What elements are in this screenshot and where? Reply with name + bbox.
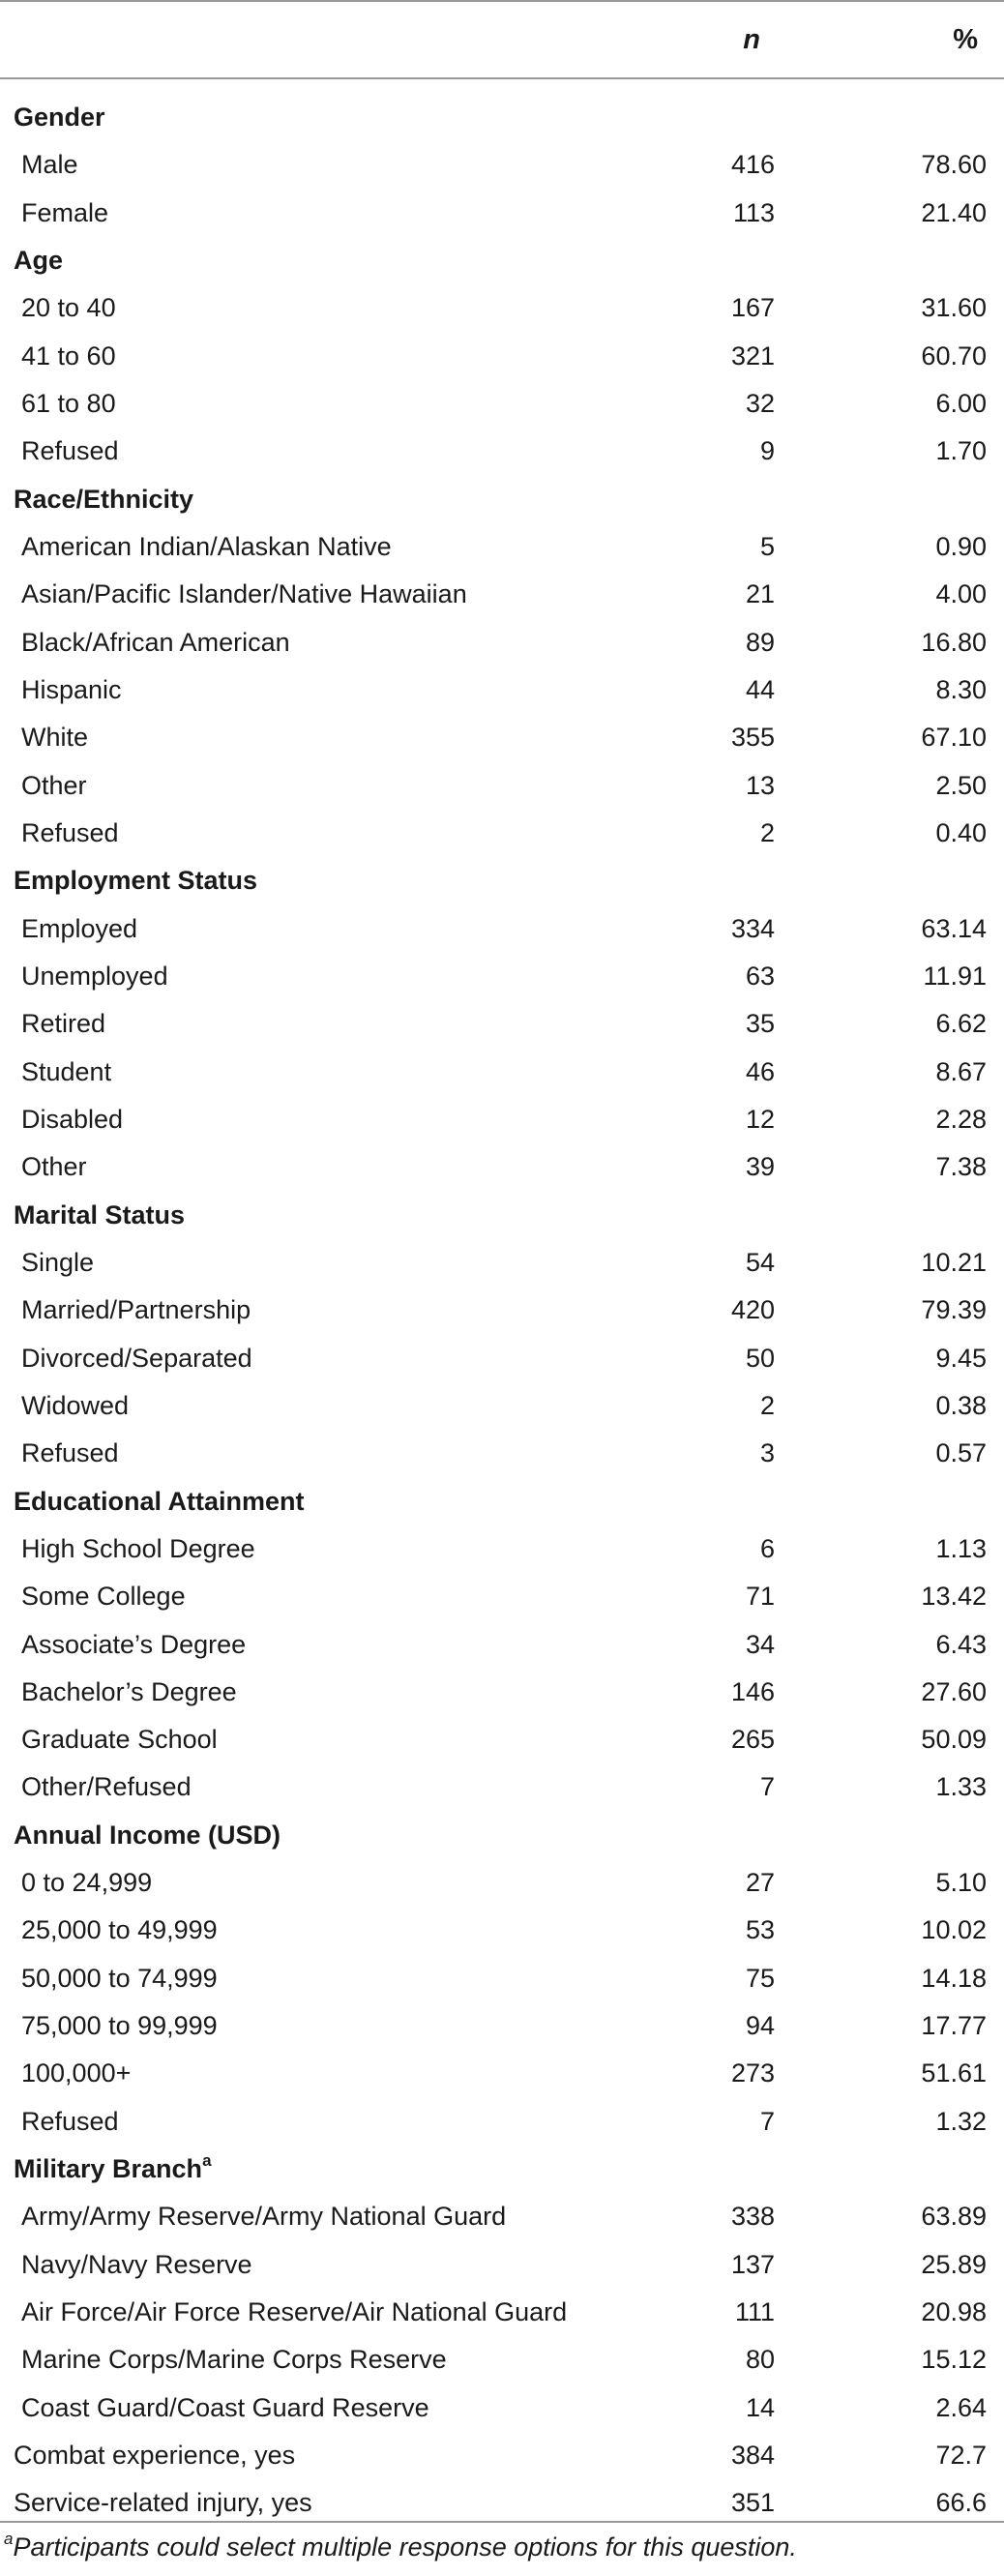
section-label (14, 237, 63, 284)
section-header-row (0, 2146, 1004, 2193)
count-cell: 44 (745, 674, 775, 704)
row-label-text: Marital Status (14, 1199, 186, 1229)
table-row (0, 380, 1004, 428)
count-cell: 27 (745, 1868, 775, 1898)
table-row (0, 1335, 1004, 1382)
row-label-text: Coast Guard/Coast Guard Reserve (21, 2392, 429, 2422)
count-cell: 12 (745, 1104, 775, 1134)
row-label (21, 1335, 252, 1382)
percent-cell: 0.57 (935, 1438, 987, 1468)
count-cell: 338 (730, 2202, 775, 2232)
section-label (14, 2146, 212, 2193)
table-row (0, 1955, 1004, 2002)
row-label (21, 1716, 218, 1763)
footnote-marker: a (202, 2151, 212, 2171)
table-row (0, 1382, 1004, 1430)
row-label-text: Unemployed (21, 961, 168, 991)
percent-cell: 1.33 (935, 1772, 987, 1802)
percent-cell: 1.13 (935, 1533, 987, 1563)
percent-cell: 15.12 (921, 2345, 987, 2375)
row-label (21, 2384, 429, 2432)
section-header-row (0, 237, 1004, 284)
count-cell: 32 (745, 388, 775, 418)
row-label (21, 571, 467, 618)
row-label (21, 1763, 192, 1811)
table-row (0, 1573, 1004, 1620)
row-label-text: 25,000 to 49,999 (21, 1915, 218, 1945)
table-row (0, 1907, 1004, 1954)
table-row (0, 905, 1004, 953)
count-cell: 89 (745, 627, 775, 657)
percent-cell: 10.02 (921, 1915, 987, 1945)
table-row (0, 666, 1004, 714)
row-label (21, 380, 116, 428)
table-row (0, 810, 1004, 857)
row-label (21, 1907, 218, 1954)
percent-cell: 8.67 (935, 1056, 987, 1086)
percent-cell: 25.89 (921, 2249, 987, 2279)
row-label (21, 1000, 105, 1048)
table-row (0, 1525, 1004, 1573)
count-cell: 384 (730, 2441, 775, 2471)
row-label-text: Associate’s Degree (21, 1629, 247, 1659)
count-cell: 2 (759, 817, 775, 847)
table-row (0, 1096, 1004, 1143)
percent-cell: 51.61 (921, 2058, 987, 2088)
row-label-text: Employment Status (14, 866, 258, 896)
row-label-text: Widowed (21, 1390, 130, 1420)
table-footnote (4, 2532, 797, 2562)
row-label (21, 666, 122, 714)
percent-cell: 72.7 (935, 2441, 987, 2471)
row-label (21, 1382, 129, 1430)
section-label (14, 1812, 281, 1859)
row-label-text: Other (21, 1152, 87, 1182)
count-cell: 334 (730, 913, 775, 943)
section-label (14, 1192, 185, 1239)
row-label-text: Black/African American (21, 627, 290, 657)
table-header-row (0, 0, 1004, 79)
count-cell: 137 (730, 2249, 775, 2279)
count-cell: 34 (745, 1629, 775, 1659)
count-cell: 39 (745, 1152, 775, 1182)
row-label (21, 1621, 246, 1669)
percent-cell: 27.60 (921, 1676, 987, 1706)
count-cell: 273 (730, 2058, 775, 2088)
footnote-text: Participants could select multiple response options for this question. (13, 2532, 797, 2561)
table-row (0, 1049, 1004, 1096)
row-label-text: 61 to 80 (21, 388, 116, 418)
row-label-text: Other/Refused (21, 1772, 192, 1802)
row-label (21, 2050, 131, 2097)
percent-cell: 9.45 (935, 1343, 987, 1373)
section-label (14, 857, 257, 904)
table-row (0, 428, 1004, 475)
row-label (21, 1859, 152, 1907)
row-label (21, 2098, 119, 2146)
row-label (21, 284, 116, 332)
row-label-text: Graduate School (21, 1725, 218, 1755)
row-label (14, 2432, 295, 2479)
table-row (0, 190, 1004, 237)
row-label (21, 619, 290, 666)
count-cell: 146 (730, 1676, 775, 1706)
count-cell: 9 (759, 436, 775, 466)
section-header-row (0, 1478, 1004, 1525)
row-label (21, 2193, 506, 2240)
row-label (21, 810, 119, 857)
count-cell: 14 (745, 2392, 775, 2422)
row-label (21, 762, 87, 810)
row-label-text: Hispanic (21, 674, 122, 704)
count-cell: 321 (730, 341, 775, 370)
footnote-marker: a (4, 2530, 14, 2548)
table-row (0, 2193, 1004, 2240)
percent-cell: 66.6 (935, 2488, 987, 2518)
row-label (21, 141, 78, 189)
percent-cell: 0.38 (935, 1390, 987, 1420)
percent-cell: 2.50 (935, 770, 987, 800)
percent-cell: 0.90 (935, 531, 987, 561)
row-label-text: 100,000+ (21, 2058, 132, 2088)
count-cell: 35 (745, 1009, 775, 1039)
percent-cell: 6.00 (935, 388, 987, 418)
row-label-text: Female (21, 197, 109, 227)
table-row (0, 1143, 1004, 1191)
count-cell: 63 (745, 961, 775, 991)
table-row (0, 762, 1004, 810)
section-header-row (0, 1812, 1004, 1859)
row-label-text: Retired (21, 1009, 106, 1039)
table-row (0, 1859, 1004, 1907)
table-row (0, 953, 1004, 1000)
row-label-text: Refused (21, 1438, 119, 1468)
row-label-text: Some College (21, 1582, 186, 1612)
percent-cell: 1.70 (935, 436, 987, 466)
row-label-text: Refused (21, 2106, 119, 2136)
percent-cell: 13.42 (921, 1582, 987, 1612)
row-label (21, 523, 392, 571)
section-label (14, 1478, 305, 1525)
row-label (21, 1143, 87, 1191)
count-cell: 21 (745, 579, 775, 609)
count-cell: 2 (759, 1390, 775, 1420)
row-label-text: Marine Corps/Marine Corps Reserve (21, 2345, 447, 2375)
table-row (0, 523, 1004, 571)
count-cell: 355 (730, 723, 775, 753)
percent-cell: 6.62 (935, 1009, 987, 1039)
row-label (21, 428, 119, 475)
row-label-text: Navy/Navy Reserve (21, 2249, 252, 2279)
percent-cell: 10.21 (921, 1247, 987, 1277)
row-label (21, 333, 116, 380)
table-row (0, 2336, 1004, 2384)
table-row (0, 714, 1004, 761)
table-row (0, 1763, 1004, 1811)
section-header-row (0, 94, 1004, 141)
count-cell: 167 (730, 293, 775, 323)
percent-cell: 20.98 (921, 2297, 987, 2327)
percent-cell: 14.18 (921, 1963, 987, 1993)
percent-cell: 5.10 (935, 1868, 987, 1898)
percent-cell: 4.00 (935, 579, 987, 609)
row-label-text: 41 to 60 (21, 341, 116, 370)
table-row (0, 2432, 1004, 2479)
row-label-text: 0 to 24,999 (21, 1868, 153, 1898)
column-header-percent: % (953, 24, 978, 55)
percent-cell: 8.30 (935, 674, 987, 704)
row-label-text: Male (21, 150, 78, 180)
percent-cell: 21.40 (921, 197, 987, 227)
row-label-text: Service-related injury, yes (14, 2488, 312, 2518)
percent-cell: 0.40 (935, 817, 987, 847)
table-body (0, 94, 1004, 2528)
row-label (21, 2289, 567, 2336)
count-cell: 420 (730, 1295, 775, 1325)
row-label-text: Asian/Pacific Islander/Native Hawaiian (21, 579, 467, 609)
count-cell: 46 (745, 1056, 775, 1086)
table-row (0, 1287, 1004, 1334)
percent-cell: 79.39 (921, 1295, 987, 1325)
percent-cell: 16.80 (921, 627, 987, 657)
row-label-text: Race/Ethnicity (14, 484, 194, 514)
count-cell: 265 (730, 1725, 775, 1755)
count-cell: 6 (759, 1533, 775, 1563)
row-label (21, 1955, 218, 2002)
table-row (0, 1239, 1004, 1287)
percent-cell: 2.64 (935, 2392, 987, 2422)
table-row (0, 1621, 1004, 1669)
row-label-text: Gender (14, 103, 105, 132)
count-cell: 54 (745, 1247, 775, 1277)
row-label-text: 20 to 40 (21, 293, 116, 323)
row-label (21, 2241, 252, 2289)
count-cell: 113 (732, 197, 775, 227)
row-label-text: White (21, 723, 89, 753)
table-row (0, 333, 1004, 380)
row-label-text: Air Force/Air Force Reserve/Air National Guard (21, 2297, 568, 2327)
table-row (0, 2002, 1004, 2050)
row-label-text: Student (21, 1056, 112, 1086)
column-header-n: n (743, 24, 760, 55)
table-row (0, 2050, 1004, 2097)
percent-cell: 6.43 (935, 1629, 987, 1659)
row-label (21, 1049, 111, 1096)
row-label-text: Disabled (21, 1104, 124, 1134)
row-label (21, 1573, 186, 1620)
count-cell: 50 (745, 1343, 775, 1373)
row-label-text: American Indian/Alaskan Native (21, 531, 392, 561)
row-label-text: Educational Attainment (14, 1486, 305, 1516)
percent-cell: 17.77 (921, 2011, 987, 2041)
row-label-text: Refused (21, 817, 119, 847)
row-label (21, 2336, 447, 2384)
row-label-text: Military Branch (14, 2154, 203, 2184)
table-header-rule (0, 77, 1004, 79)
percent-cell: 11.91 (923, 961, 987, 991)
count-cell: 80 (745, 2345, 775, 2375)
percent-cell: 50.09 (921, 1725, 987, 1755)
table-row (0, 619, 1004, 666)
row-label-text: Army/Army Reserve/Army National Guard (21, 2202, 507, 2232)
row-label-text: 75,000 to 99,999 (21, 2011, 218, 2041)
count-cell: 351 (730, 2488, 775, 2518)
row-label-text: Refused (21, 436, 119, 466)
percent-cell: 1.32 (935, 2106, 987, 2136)
percent-cell: 2.28 (935, 1104, 987, 1134)
table-row (0, 1000, 1004, 1048)
count-cell: 53 (745, 1915, 775, 1945)
row-label-text: Bachelor’s Degree (21, 1676, 237, 1706)
section-header-row (0, 1192, 1004, 1239)
table-row (0, 1430, 1004, 1477)
count-cell: 7 (759, 1772, 775, 1802)
table-row (0, 2289, 1004, 2336)
table-row (0, 284, 1004, 332)
percent-cell: 78.60 (921, 150, 987, 180)
row-label (21, 714, 88, 761)
percent-cell: 63.14 (921, 913, 987, 943)
count-cell: 7 (759, 2106, 775, 2136)
table-row (0, 2098, 1004, 2146)
table-row (0, 2384, 1004, 2432)
table-row (0, 1669, 1004, 1716)
row-label-text: Age (14, 245, 64, 275)
section-label (14, 476, 193, 523)
percent-cell: 67.10 (921, 723, 987, 753)
section-label (14, 94, 105, 141)
section-header-row (0, 476, 1004, 523)
table-bottom-rule (0, 2521, 1004, 2523)
row-label-text: Annual Income (USD) (14, 1820, 281, 1850)
table-row (0, 571, 1004, 618)
count-cell: 3 (759, 1438, 775, 1468)
row-label (21, 1430, 119, 1477)
count-cell: 111 (734, 2297, 775, 2327)
row-label-text: Single (21, 1247, 95, 1277)
section-header-row (0, 857, 1004, 904)
row-label (21, 1525, 255, 1573)
count-cell: 75 (745, 1963, 775, 1993)
count-cell: 416 (730, 150, 775, 180)
percent-cell: 7.38 (935, 1152, 987, 1182)
row-label-text: Divorced/Separated (21, 1343, 252, 1373)
row-label-text: Employed (21, 913, 138, 943)
row-label-text: Other (21, 770, 87, 800)
row-label (21, 1287, 251, 1334)
row-label-text: 50,000 to 74,999 (21, 1963, 218, 1993)
row-label-text: Married/Partnership (21, 1295, 251, 1325)
row-label-text: Combat experience, yes (14, 2441, 296, 2471)
row-label-text: High School Degree (21, 1533, 255, 1563)
row-label (21, 1096, 123, 1143)
row-label (21, 905, 137, 953)
row-label (21, 1669, 237, 1716)
percent-cell: 63.89 (921, 2202, 987, 2232)
table-row (0, 2241, 1004, 2289)
table-row (0, 141, 1004, 189)
row-label (21, 190, 108, 237)
count-cell: 71 (745, 1582, 775, 1612)
count-cell: 13 (745, 770, 775, 800)
percent-cell: 31.60 (921, 293, 987, 323)
table-row (0, 1716, 1004, 1763)
row-label (21, 2002, 218, 2050)
percent-cell: 60.70 (921, 341, 987, 370)
row-label (21, 1239, 94, 1287)
count-cell: 5 (759, 531, 775, 561)
row-label (21, 953, 168, 1000)
count-cell: 94 (745, 2011, 775, 2041)
